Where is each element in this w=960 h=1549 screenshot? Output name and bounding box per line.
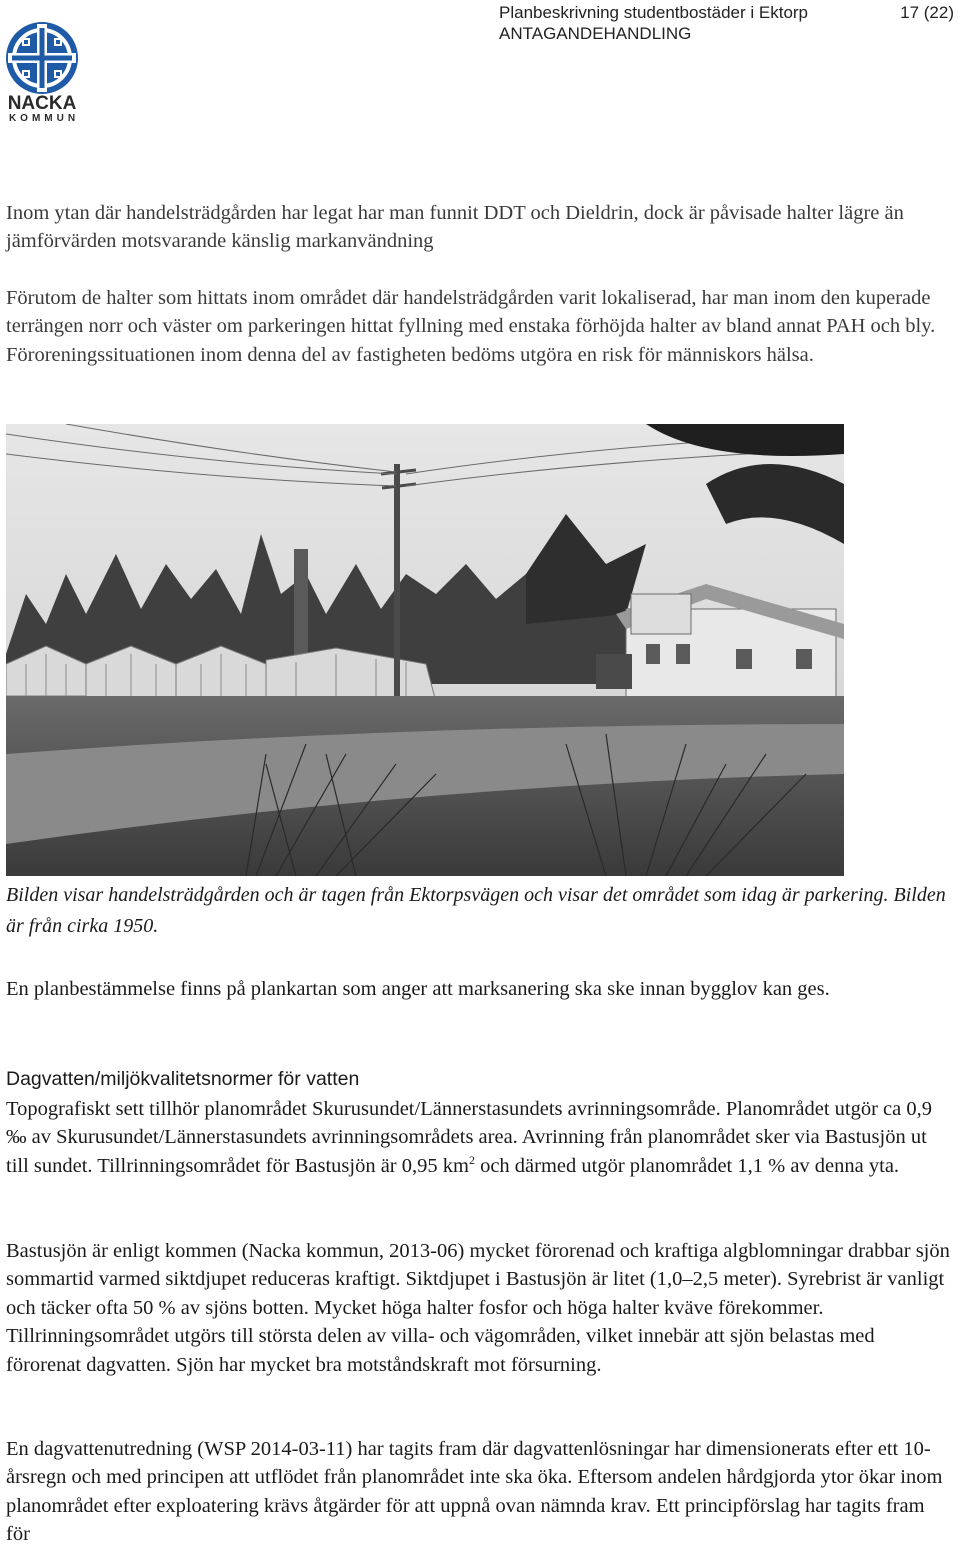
- logo-name: NACKA: [7, 93, 77, 114]
- superscript-2: 2: [468, 1152, 475, 1167]
- paragraph-contamination: Förutom de halter som hittats inom området där handelsträdgården varit lokaliserad, har man inom den kuperade terrängen norr och väster om parkeringen hittat fyllning med enstaka förhöjda halter av bland annat PAH och bly. Föroreningssituationen inom denna del av fastigheten bedöms utgöra en risk för människors hälsa.: [6, 287, 936, 366]
- document-title: Planbeskrivning studentbostäder i Ektorp: [499, 3, 809, 22]
- topography-text: Topografiskt sett tillhör planområdet Skurusundet/Lännerstasundets avrinningsområde. Planområdet utgör ca 0,9 ‰ av Skurusundet/Lännerstasundets avrinningsområdets area. Avrinning från planområdet sker via Bastusjön ut till sundet. Tillrinningsområdet för Bastusjön är 0,95 km: [6, 1098, 932, 1177]
- paragraph-stormwater-study: En dagvattenutredning (WSP 2014-03-11) har tagits fram där dagvattenlösningar har dimensionerats efter ett 10-årsregn och med principen att utflödet från planområdet inte ska öka. Eftersom andelen hårdgjorda ytor ökar inom planområdet efter exploatering krävs åtgärder för att uppnå ovan nämnda krav. Ett principförslag har tagits fram för: [6, 1438, 943, 1546]
- greenhouse-photo-illustration: [6, 424, 844, 876]
- logo-subtitle: KOMMUN: [8, 113, 80, 124]
- paragraph-topography: [6, 1095, 951, 1180]
- photo-caption: Bilden visar handelsträdgården och är tagen från Ektorpsvägen och visar det området som idag är parkering. Bilden är från cirka 1950.: [6, 884, 946, 937]
- paragraph-remediation: En planbestämmelse finns på plankartan som anger att marksanering ska ske innan bygglov kan ges.: [6, 978, 830, 1000]
- section-heading-stormwater: Dagvatten/miljökvalitetsnormer för vatten: [6, 1068, 360, 1090]
- topography-text-end: och därmed utgör planområdet 1,1 % av denna yta.: [474, 1154, 900, 1177]
- paragraph-bastusjon: Bastusjön är enligt kommen (Nacka kommun, 2013-06) mycket förorenad och kraftiga algblomningar drabbar sjön sommartid varmed siktdjupet reduceras kraftigt. Siktdjupet i Bastusjön är litet (1,0–2,5 meter). Syrebrist är vanligt och täcker ofta 50 % av sjöns botten. Mycket höga halter fosfor och höga halter kväve förekommer. Tillrinningsområdet utgörs till största delen av villa- och vägområden, vilket innebär att sjön belastas med förorenat dagvatten. Sjön har mycket bra motståndskraft mot försurning.: [6, 1240, 950, 1376]
- page-header-title: [499, 2, 808, 44]
- page-number: 17 (22): [900, 3, 954, 22]
- paragraph-ddt: Inom ytan där handelsträdgården har legat har man funnit DDT och Dieldrin, dock är påvisade halter lägre än jämförvärden motsvarande känslig markanvändning: [6, 202, 904, 253]
- nacka-crest-icon: [4, 20, 80, 96]
- historic-photo: [6, 424, 844, 876]
- document-status: ANTAGANDEHANDLING: [499, 24, 692, 43]
